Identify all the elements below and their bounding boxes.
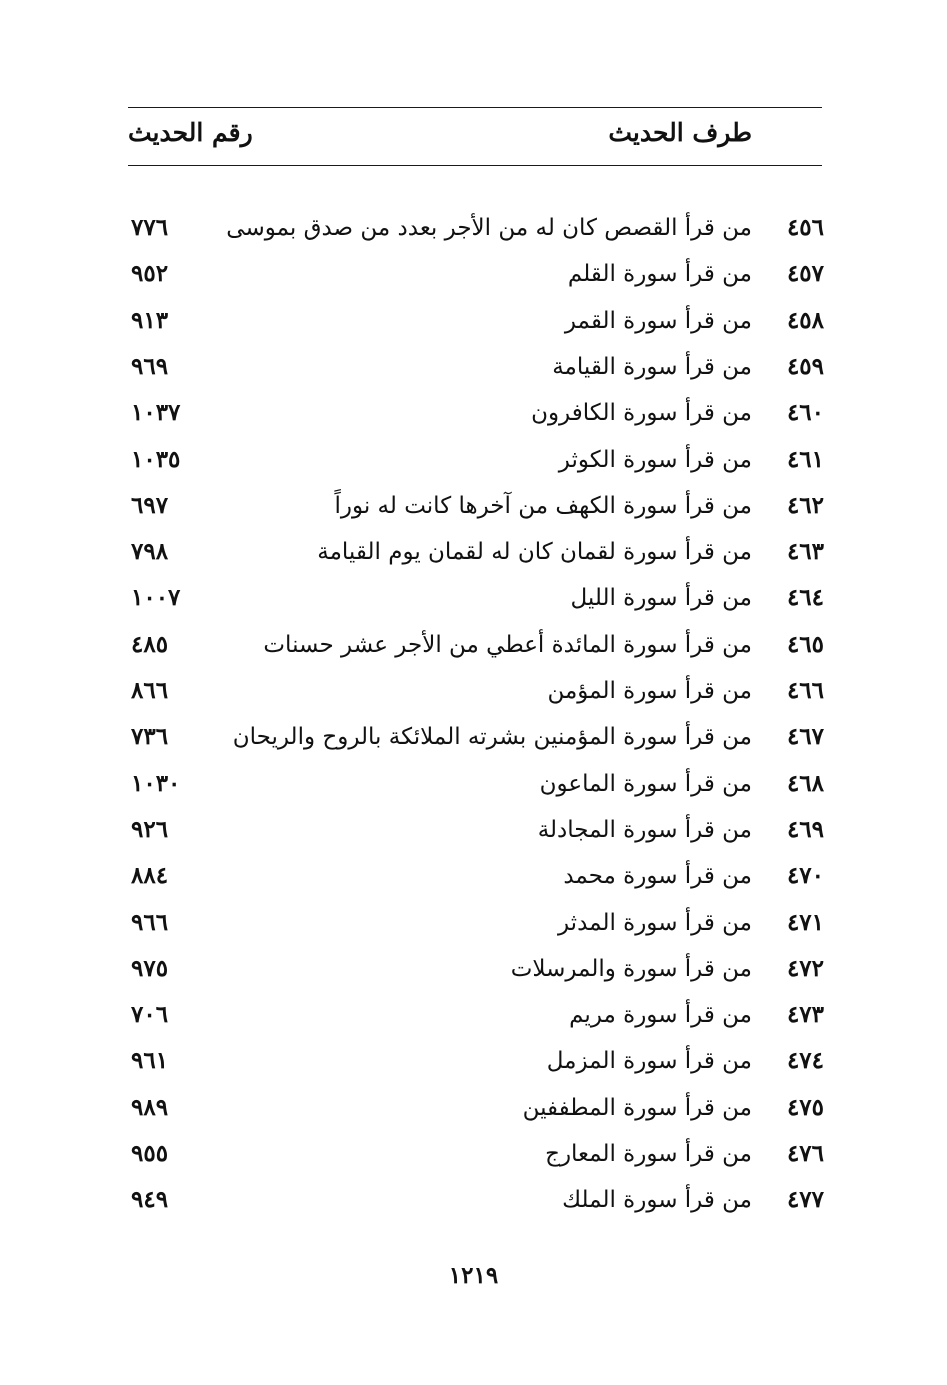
hadith-incipit: من قرأ سورة المؤمن — [547, 678, 752, 704]
index-row — [0, 761, 947, 807]
hadith-incipit: من قرأ سورة محمد — [563, 863, 752, 890]
hadith-incipit: من قرأ سورة الماعون — [539, 770, 752, 797]
hadith-incipit: من قرأ سورة المدثر — [557, 909, 752, 936]
hadith-number: ٩٥٥ — [131, 1140, 169, 1167]
hadith-number: ٩٤٩ — [131, 1186, 169, 1214]
index-row — [0, 1177, 947, 1223]
index-row — [0, 251, 947, 297]
entry-number: ٤٦٠ — [786, 399, 824, 427]
hadith-number: ٧٣٦ — [131, 723, 169, 751]
hadith-number: ٩٦٩ — [131, 352, 169, 380]
hadith-number: ٧٧٦ — [131, 214, 169, 241]
hadith-number: ٤٨٥ — [131, 630, 169, 658]
entry-number: ٤٦٨ — [786, 769, 824, 797]
hadith-number: ٦٩٧ — [131, 491, 169, 519]
hadith-incipit: من قرأ سورة مريم — [569, 1002, 752, 1029]
hadith-number: ١٠٣٧ — [131, 399, 181, 427]
entry-number: ٤٧٦ — [786, 1140, 824, 1167]
entry-number: ٤٦٢ — [786, 491, 824, 519]
hadith-incipit: من قرأ سورة المعارج — [545, 1141, 752, 1167]
entry-number: ٤٧٥ — [786, 1093, 824, 1121]
entry-number: ٤٧٠ — [786, 862, 824, 890]
index-row — [0, 853, 947, 899]
hadith-number: ٨٦٦ — [131, 677, 169, 704]
entry-number: ٤٥٩ — [786, 352, 824, 380]
hadith-incipit: من قرأ سورة الكافرون — [531, 400, 752, 427]
hadith-number: ٩٨٩ — [131, 1093, 169, 1121]
index-row — [0, 622, 947, 668]
index-row — [0, 575, 947, 621]
hadith-incipit: من قرأ القصص كان له من الأجر بعدد من صدق بموسى — [226, 215, 752, 241]
entry-number: ٤٧٢ — [786, 954, 824, 982]
hadith-incipit: من قرأ سورة القلم — [567, 261, 752, 288]
hadith-incipit: من قرأ سورة المؤمنين بشرته الملائكة بالروح والريحان — [232, 724, 752, 751]
hadith-number: ٨٨٤ — [131, 862, 169, 890]
entry-number: ٤٦٥ — [786, 630, 824, 658]
index-row — [0, 1131, 947, 1177]
hadith-incipit: من قرأ سورة القيامة — [552, 353, 752, 380]
index-row — [0, 946, 947, 992]
hadith-number: ١٠٣٠ — [131, 769, 181, 797]
hadith-incipit: من قرأ سورة الكهف من آخرها كانت له نوراً — [334, 492, 752, 519]
entry-number: ٤٦٤ — [786, 584, 824, 612]
index-row — [0, 992, 947, 1038]
index-row — [0, 900, 947, 946]
hadith-number: ١٠٠٧ — [131, 584, 181, 612]
entry-number: ٤٦٧ — [786, 723, 824, 751]
hadith-incipit: من قرأ سورة القمر — [564, 307, 752, 334]
entry-number: ٤٦٩ — [786, 815, 824, 843]
hadith-number: ٩١٣ — [131, 306, 169, 334]
index-row — [0, 390, 947, 436]
entry-number: ٤٦٦ — [786, 677, 824, 704]
hadith-incipit: من قرأ سورة المزمل — [546, 1048, 752, 1075]
entry-number: ٤٦٣ — [786, 538, 824, 566]
index-row — [0, 668, 947, 714]
index-row — [0, 1038, 947, 1084]
hadith-number: ٧٩٨ — [131, 538, 169, 566]
hadith-number: ٩٢٦ — [131, 815, 169, 843]
index-row — [0, 529, 947, 575]
index-row — [0, 205, 947, 251]
entry-number: ٤٥٦ — [786, 214, 824, 241]
index-row — [0, 298, 947, 344]
hadith-incipit: من قرأ سورة المجادلة — [537, 816, 752, 843]
index-row — [0, 1085, 947, 1131]
hadith-incipit: من قرأ سورة لقمان كان له لقمان يوم القيامة — [317, 539, 752, 566]
hadith-incipit: من قرأ سورة المطففين — [522, 1094, 752, 1121]
hadith-number: ٩٦٦ — [131, 908, 169, 936]
column-header-hadith-text: طرف الحديث — [608, 118, 752, 147]
hadith-number: ٩٧٥ — [131, 954, 169, 982]
index-row — [0, 344, 947, 390]
entry-number: ٤٧١ — [786, 908, 824, 936]
entry-number: ٤٧٣ — [786, 1001, 824, 1029]
index-row — [0, 807, 947, 853]
hadith-number: ٧٠٦ — [131, 1001, 169, 1029]
index-row — [0, 714, 947, 760]
hadith-incipit: من قرأ سورة الملك — [562, 1187, 752, 1214]
hadith-incipit: من قرأ سورة الليل — [570, 585, 752, 612]
hadith-number: ١٠٣٥ — [131, 445, 181, 473]
hadith-incipit: من قرأ سورة والمرسلات — [510, 955, 752, 982]
page-number: ١٢١٩ — [448, 1262, 499, 1289]
entry-number: ٤٧٤ — [786, 1047, 824, 1075]
index-row — [0, 437, 947, 483]
hadith-number: ٩٦١ — [131, 1047, 169, 1075]
index-row — [0, 483, 947, 529]
entry-number: ٤٥٨ — [786, 306, 824, 334]
hadith-number: ٩٥٢ — [131, 260, 169, 288]
entry-number: ٤٥٧ — [786, 260, 824, 288]
entry-number: ٤٦١ — [786, 445, 824, 473]
hadith-incipit: من قرأ سورة الكوثر — [558, 446, 752, 473]
column-header-hadith-number: رقم الحديث — [128, 118, 253, 147]
hadith-incipit: من قرأ سورة المائدة أعطي من الأجر عشر حسنات — [263, 631, 752, 658]
entry-number: ٤٧٧ — [786, 1186, 824, 1214]
